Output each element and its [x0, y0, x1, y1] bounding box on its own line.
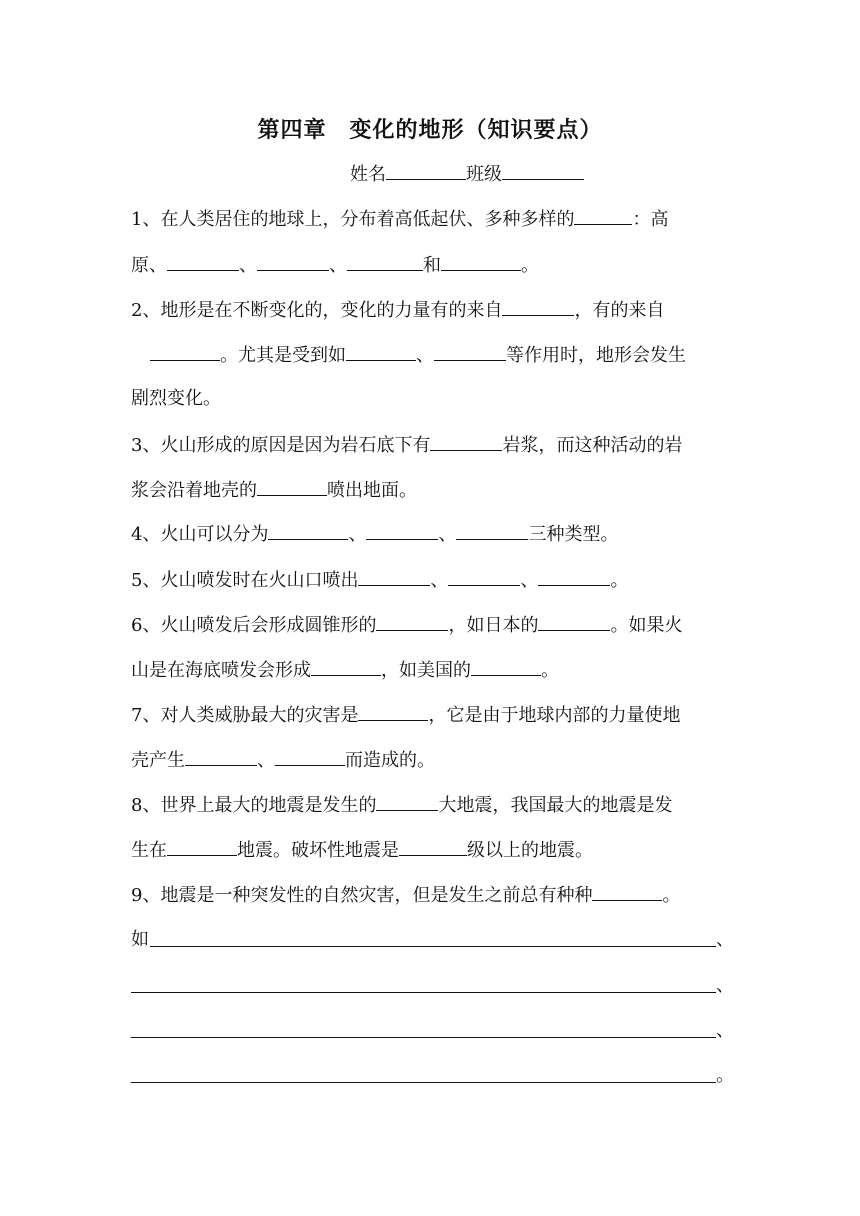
question-text: 等作用时，地形会发生 [506, 344, 686, 366]
answer-blank[interactable] [376, 611, 448, 631]
answer-blank[interactable] [538, 611, 610, 631]
question-text: 。 [541, 659, 559, 681]
long-answer-blank[interactable] [131, 1036, 716, 1038]
answer-blank[interactable] [502, 296, 574, 316]
question-2-line-2 [150, 341, 750, 367]
question-text: 、 [430, 569, 449, 591]
question-8-line-2 [131, 836, 731, 862]
name-class-line [350, 160, 584, 186]
question-text: 、 [257, 749, 275, 771]
answer-blank[interactable] [358, 566, 430, 586]
question-text: 7、对人类威胁最大的灾害是 [131, 704, 359, 726]
question-3-line-2 [131, 476, 731, 502]
question-text: 剧烈变化。 [131, 388, 221, 409]
long-answer-blank[interactable] [131, 1081, 716, 1083]
answer-blank[interactable] [399, 836, 467, 856]
answer-blank[interactable] [311, 656, 381, 676]
question-6-line-2 [131, 656, 731, 682]
question-1-line-2 [131, 251, 731, 277]
question-text: 2、地形是在不断变化的，变化的力量有的来自 [131, 299, 503, 321]
question-text: 原、 [131, 254, 167, 276]
question-text: ，如美国的 [381, 659, 471, 681]
answer-blank[interactable] [268, 520, 348, 540]
question-text: 、 [416, 344, 434, 366]
question-text: 级以上的地震。 [467, 839, 593, 861]
question-text: 、 [520, 569, 539, 591]
punctuation: 、 [716, 1020, 734, 1041]
question-text: 1、在人类居住的地球上，分布着高低起伏、多种多样的 [131, 208, 575, 230]
punctuation: 。 [716, 1065, 734, 1086]
question-5 [131, 566, 731, 592]
punctuation: 、 [716, 929, 734, 950]
name-blank[interactable] [386, 160, 466, 180]
question-9-example-prefix: 如 [131, 929, 149, 950]
question-text: 、 [329, 254, 347, 276]
question-text: 地震。破坏性地震是 [237, 839, 399, 861]
question-text: 5、火山喷发时在火山口喷出 [131, 569, 359, 591]
question-3-line-1 [131, 431, 731, 457]
answer-blank[interactable] [347, 251, 423, 271]
question-2-line-3 [131, 386, 731, 412]
question-1-line-1 [131, 205, 731, 231]
answer-blank[interactable] [430, 431, 502, 451]
question-text: 而造成的。 [345, 749, 435, 771]
question-8-line-1 [131, 791, 731, 817]
answer-blank[interactable] [538, 566, 610, 586]
question-text: 。尤其是受到如 [220, 344, 346, 366]
answer-blank[interactable] [257, 476, 327, 496]
question-text: 3、火山形成的原因是因为岩石底下有 [131, 434, 431, 456]
question-text: 喷出地面。 [327, 479, 417, 501]
question-text: 生在 [131, 839, 167, 861]
question-text: 、 [239, 254, 257, 276]
answer-blank[interactable] [441, 251, 521, 271]
answer-blank[interactable] [574, 205, 632, 225]
answer-blank[interactable] [150, 341, 220, 361]
question-text: 。 [610, 569, 629, 591]
question-text: 、 [438, 523, 457, 545]
class-label: 班级 [466, 164, 502, 185]
answer-blank[interactable] [376, 791, 438, 811]
answer-blank[interactable] [167, 836, 237, 856]
question-text: 壳产生 [131, 749, 185, 771]
long-answer-blank[interactable] [131, 991, 716, 993]
question-text: ：高 [632, 208, 669, 230]
question-text: 8、世界上最大的地震是发生的 [131, 794, 377, 816]
answer-blank[interactable] [358, 701, 428, 721]
punctuation: 、 [716, 975, 734, 996]
answer-blank[interactable] [592, 881, 662, 901]
question-text: 6、火山喷发后会形成圆锥形的 [131, 614, 377, 636]
question-text: 山是在海底喷发会形成 [131, 659, 311, 681]
question-text: 、 [348, 523, 367, 545]
question-9-line-1 [131, 881, 731, 907]
page-title: 第四章 变化的地形（知识要点） [257, 117, 603, 143]
question-text: 4、火山可以分为 [131, 523, 269, 545]
answer-blank[interactable] [471, 656, 541, 676]
question-text: 。 [521, 254, 539, 276]
question-7-line-2 [131, 746, 731, 772]
question-6-line-1 [131, 611, 731, 637]
question-text: 。如果火 [610, 614, 683, 636]
question-text: 9、地震是一种突发性的自然灾害，但是发生之前总有种种 [131, 884, 593, 906]
answer-blank[interactable] [275, 746, 345, 766]
question-4 [131, 520, 731, 546]
question-text: 浆会沿着地壳的 [131, 479, 257, 501]
answer-blank[interactable] [257, 251, 329, 271]
answer-blank[interactable] [346, 341, 416, 361]
question-text: ，有的来自 [574, 299, 665, 321]
question-text: 。 [662, 884, 681, 906]
question-2-line-1 [131, 296, 731, 322]
answer-blank[interactable] [456, 520, 528, 540]
question-7-line-1 [131, 701, 731, 727]
name-label: 姓名 [350, 164, 386, 185]
answer-blank[interactable] [434, 341, 506, 361]
answer-blank[interactable] [185, 746, 257, 766]
answer-blank[interactable] [366, 520, 438, 540]
answer-blank[interactable] [167, 251, 239, 271]
question-text: ，如日本的 [448, 614, 539, 636]
question-text: 和 [423, 254, 441, 276]
question-text: 三种类型。 [528, 523, 619, 545]
question-text: 大地震，我国最大的地震是发 [438, 794, 673, 816]
class-blank[interactable] [502, 160, 584, 180]
question-text: ，它是由于地球内部的力量使地 [428, 704, 681, 726]
answer-blank[interactable] [448, 566, 520, 586]
long-answer-blank[interactable] [150, 945, 716, 947]
question-text: 岩浆，而这种活动的岩 [502, 434, 683, 456]
